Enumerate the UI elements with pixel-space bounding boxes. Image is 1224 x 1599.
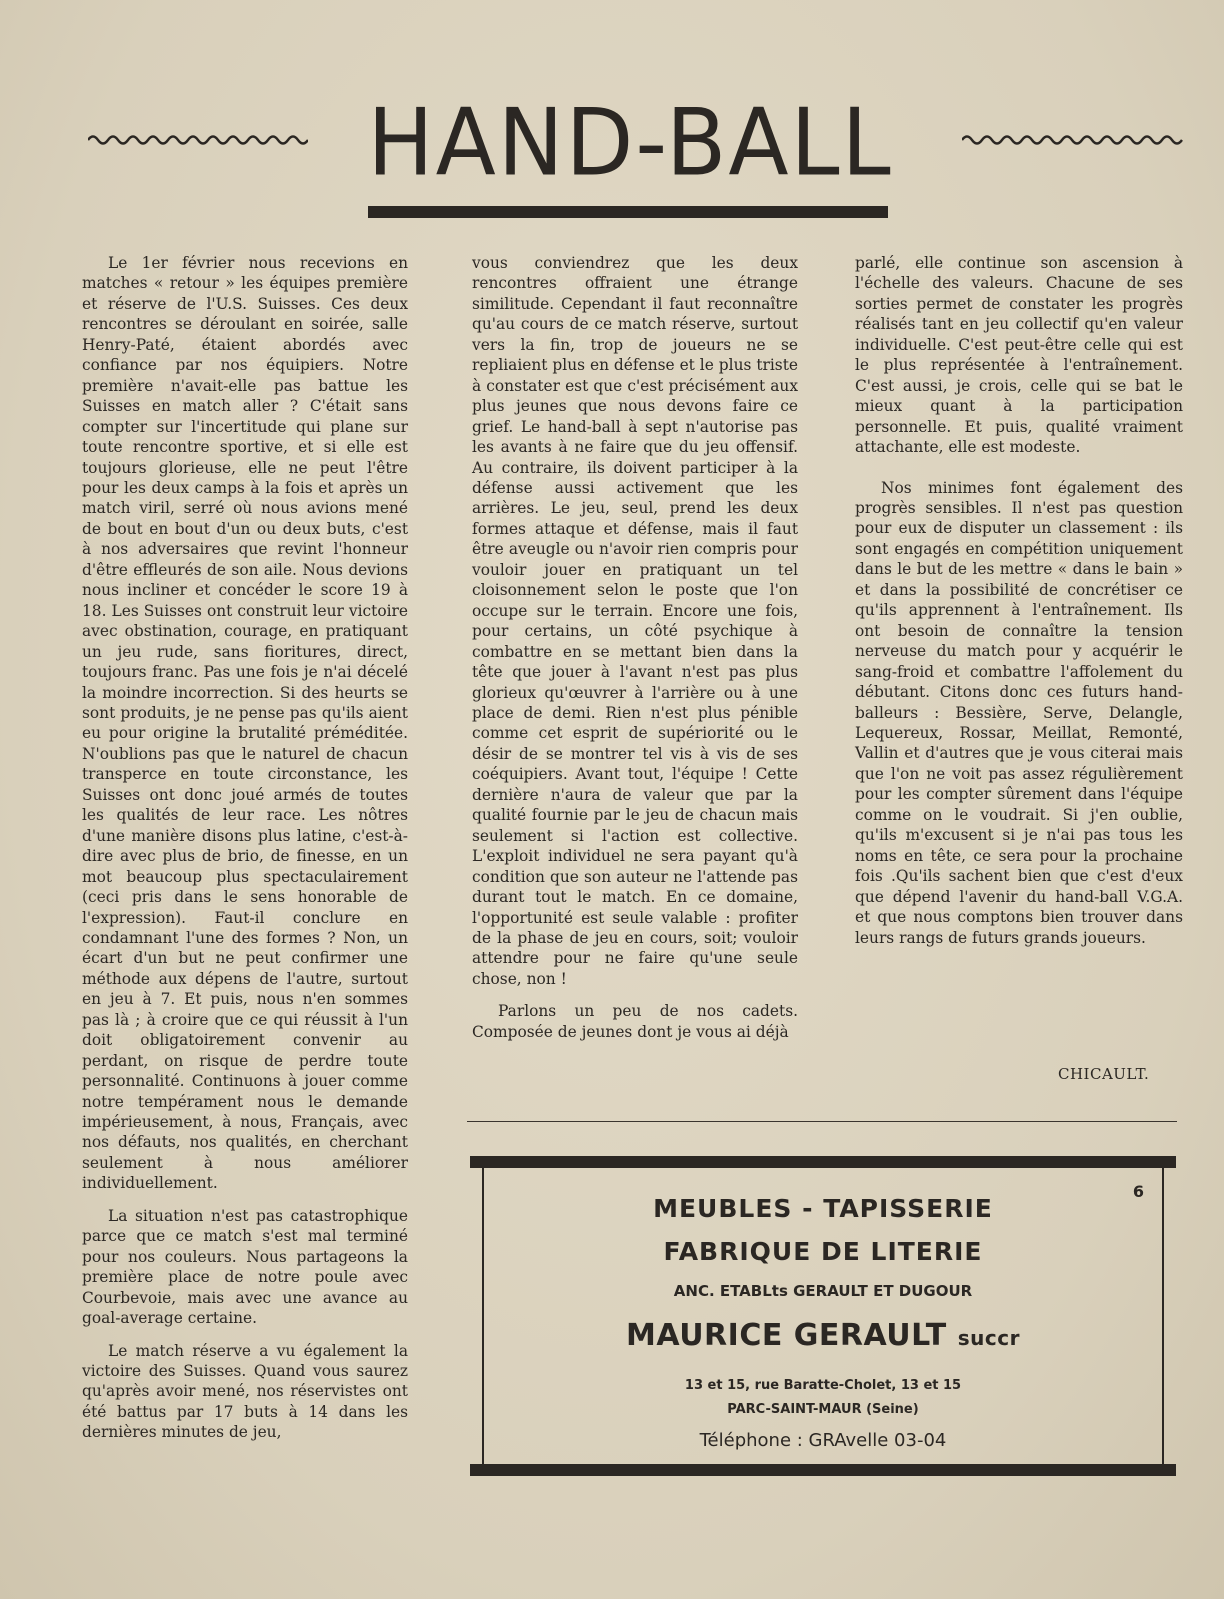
ad-owner-suffix: succr [957,1326,1020,1350]
paragraph: Nos minimes font également des progrès sensibles. Il n'est pas question pour eux de disputer un classement : ils sont engagés en compétition uniquement dans le but de les mettre « dans le bain » et dans la possibilité de concrétiser ce qu'ils apprennent à l'entraînement. Ils ont besoin de connaître la tension nerveuse du match pour y acquérir le sang-froid et combattre l'affolement du débutant. Citons donc ces futurs hand-balleurs : Bessière, Serve, Delangle, Lequereux, Rossar, Meillat, Remonté, Vallin et d'autres que je vous citerai mais que l'on ne voit pas assez régulièrement pour les compter sûrement dans l'équipe comme on le voudrait. Si j'en oublie, qu'ils m'excusent si je n'ai pas tous les noms en tête, ce sera pour la prochaine fois .Qu'ils sachent bien que c'est d'eux que dépend l'avenir du hand-ball V.G.A. et que nous comptons bien trouver dans leurs rangs de futurs grands joueurs. [855,478,1183,947]
paragraph: La situation n'est pas catastrophique parce que ce match s'est mal terminé pour nos couleurs. Nous partageons la première place de notre poule avec Courbevoie, mais avec une avance au goal-average certaine. [82,1206,408,1328]
ad-headline: MEUBLES - TAPISSERIE [653,1194,993,1223]
paragraph: Le 1er février nous recevions en matches « retour » les équipes première et réserve de l'U.S. Suisses. Ces deux rencontres se déroulant en soirée, salle Henry-Paté, étaient abordés avec confiance par nos équipiers. Notre première n'avait-elle pas battue les Suisses en match aller ? C'était sans compter sur l'incertitude qui plane sur toute rencontre sportive, et si elle est toujours glorieuse, elle ne peut l'être pour les deux camps à la fois et après un match viril, serré où nous avions mené de bout en bout d'un ou deux buts, c'est à nos adversaires que revint l'honneur d'être effleurés de son aile. Nous devions nous incliner et concéder le score 19 à 18. Les Suisses ont construit leur victoire avec obstination, courage, en pratiquant un jeu rude, sans fioritures, direct, toujours franc. Pas une fois je n'ai décelé la moindre incorrection. Si des heurts se sont produits, je ne pense pas qu'ils aient eu pour origine la brutalité préméditée. N'oublions pas que le naturel de chacun transperce en toute circonstance, les Suisses ont donc joué armés de toutes les qualités de leur race. Les nôtres d'une manière disons plus latine, c'est-à-dire avec plus de brio, de finesse, en un mot beaucoup plus spectaculairement (ceci pris dans le sens honorable de l'expression). Faut-il conclure en condamnant l'une des formes ? Non, un écart d'un but ne peut confirmer une méthode aux dépens de l'autre, surtout en jeu à 7. Et puis, nous n'en sommes pas là ; à croire que ce qui réussit à l'un doit obligatoirement convenir au perdant, on risque de perdre toute personnalité. Continuons à jouer comme notre tempérament nous le demande impérieusement, à nous, Français, avec nos défauts, nos qualités, en cherchant seulement à nous améliorer individuellement. [82,254,408,1193]
separator-line [467,1121,1177,1122]
paragraph: Le match réserve a vu également la victoire des Suisses. Quand vous saurez qu'après avoir mené, nos réservistes ont été battus par 17 buts à 14 dans les dernières minutes de jeu, [82,1341,408,1442]
ad-owner-name [484,1318,1162,1353]
decorative-wave-right [962,132,1184,148]
paragraph: parlé, elle continue son ascension à l'échelle des valeurs. Chacune de ses sorties permet de constater les progrès réalisés tant en jeu collectif qu'en valeur individuelle. C'est peut-être celle qui est le plus représentée à l'entraînement. C'est aussi, je crois, celle qui se bat le mieux quant à la participation personnelle. Et puis, qualité vraiment attachante, elle est modeste. [855,254,1183,457]
page-title: HAND-BALL [367,88,893,197]
ad-address: 13 et 15, rue Baratte-Cholet, 13 et 15 [684,1378,962,1393]
title-underline [368,206,888,218]
article-column-3 [855,253,1183,948]
ad-former-establishment: ANC. ETABLts GERAULT ET DUGOUR [673,1282,973,1300]
ad-owner: MAURICE GERAULT [626,1318,947,1353]
ad-town: PARC-SAINT-MAUR (Seine) [727,1402,919,1417]
ad-subheadline: FABRIQUE DE LITERIE [663,1237,983,1266]
article-column-2 [472,253,798,1042]
ad-mark: 6 [1132,1182,1144,1201]
ad-telephone: Téléphone : GRAvelle 03-04 [699,1430,947,1451]
article-column-1 [82,253,408,1443]
author-signature: CHICAULT. [1058,1065,1150,1083]
decorative-wave-left [88,132,308,148]
paragraph: vous conviendrez que les deux rencontres offraient une étrange similitude. Cependant il faut reconnaître qu'au cours de ce match réserve, surtout vers la fin, trop de joueurs ne se repliaient plus en défense et le plus triste à constater est que c'est précisément aux plus jeunes que nous devons faire ce grief. Le hand-ball à sept n'autorise pas les avants à ne faire que du jeu offensif. Au contraire, ils doivent participer à la défense aussi activement que les arrières. Le jeu, seul, prend les deux formes attaque et défense, mais il faut être aveugle ou n'avoir rien compris pour vouloir jouer en pratiquant un tel cloisonnement selon le poste que l'on occupe sur le terrain. Encore une fois, pour certains, un côté psychique à combattre en se mettant bien dans la tête que jouer à l'avant n'est pas plus glorieux qu'œuvrer à l'arrière ou à une place de demi. Rien n'est plus pénible comme cet esprit de supériorité ou le désir de se montrer tel vis à vis de ses coéquipiers. Avant tout, l'équipe ! Cette dernière n'aura de valeur que par la qualité fournie par le jeu de chacun mais seulement si l'action est collective. L'exploit individuel ne sera payant qu'à condition que son auteur ne l'attende pas durant tout le match. En ce domaine, l'opportunité est seule valable : profiter de la phase de jeu en cours, soit; vouloir attendre pour ne faire qu'une seule chose, non ! [472,254,798,988]
advertisement-frame [482,1168,1164,1464]
paragraph: Parlons un peu de nos cadets. Composée de jeunes dont je vous ai déjà [472,1002,798,1041]
advertisement-box [470,1156,1176,1476]
